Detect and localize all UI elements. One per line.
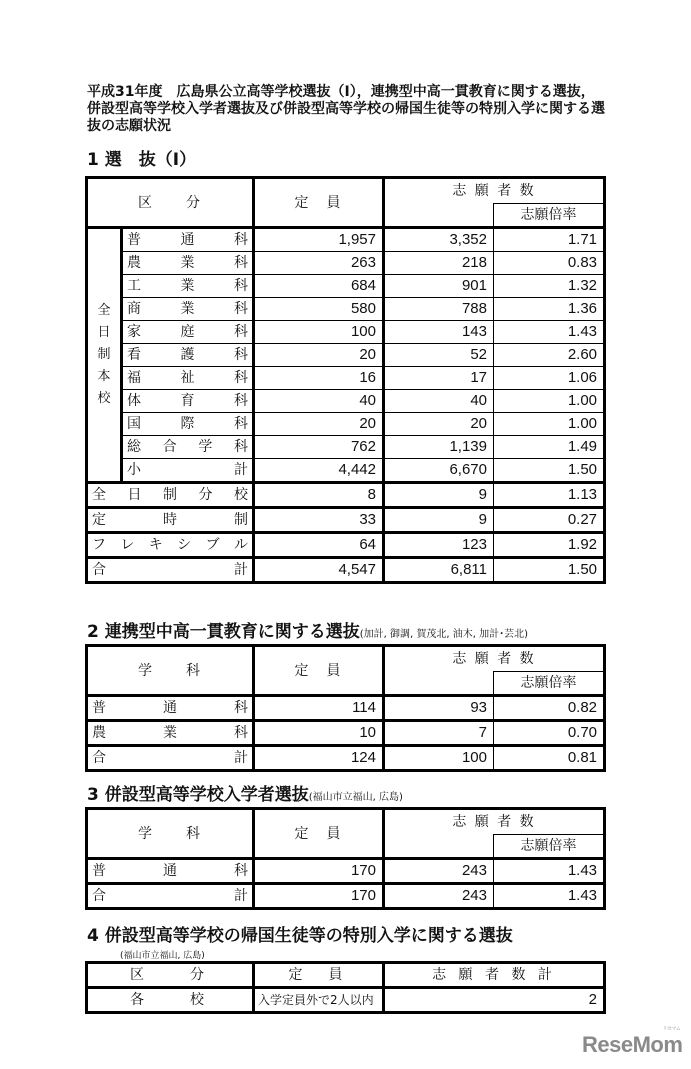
row-capacity: 20 — [254, 413, 384, 436]
row-label — [122, 344, 254, 367]
row-label — [87, 533, 254, 558]
table-row — [87, 746, 605, 771]
table-row — [87, 275, 605, 298]
header-applicants: 志 願 者 数 — [384, 646, 605, 672]
row-label-char: 総 — [127, 439, 141, 455]
row-applicants: 243 — [384, 859, 494, 884]
row-label-char: 普 — [127, 232, 141, 248]
section4-table — [85, 961, 606, 1014]
row-capacity: 100 — [254, 321, 384, 344]
row-applicants: 901 — [384, 275, 494, 298]
row-label-char: 科 — [233, 439, 248, 455]
row-label-char: 科 — [234, 301, 248, 317]
row-label — [87, 859, 254, 884]
row-label-char: 合 — [162, 439, 177, 455]
row-capacity: 33 — [254, 508, 384, 533]
row-ratio: 1.43 — [494, 859, 605, 884]
row-capacity: 762 — [254, 436, 384, 459]
table-row — [87, 367, 605, 390]
row-label-char: 計 — [234, 750, 248, 766]
row-label-char: 科 — [234, 700, 248, 716]
row-label — [122, 298, 254, 321]
row-label — [87, 558, 254, 583]
table-row — [87, 390, 605, 413]
row-ratio: 1.92 — [494, 533, 605, 558]
row-label — [122, 436, 254, 459]
table-row — [87, 413, 605, 436]
row-label-char: 際 — [180, 416, 195, 432]
header-blank — [384, 835, 494, 859]
row-ratio: 1.32 — [494, 275, 605, 298]
row-label-char: 校 — [234, 487, 248, 503]
row-capacity: 170 — [254, 884, 384, 909]
row-capacity: 20 — [254, 344, 384, 367]
section2-table — [85, 644, 606, 772]
section4-note: (福山市立福山, 広島) — [120, 951, 205, 961]
row-label-char: 看 — [127, 347, 141, 363]
row-label-char: 時 — [163, 512, 177, 528]
table-row — [87, 508, 605, 533]
table-row — [87, 436, 605, 459]
table-row — [87, 459, 605, 483]
row-label-char: 通 — [163, 863, 177, 879]
row-applicants: 123 — [384, 533, 494, 558]
section3-table — [85, 807, 606, 910]
row-label-char: 日 — [127, 487, 142, 503]
row-ratio: 1.36 — [494, 298, 605, 321]
row-label-char: 通 — [163, 700, 177, 716]
row-capacity: 580 — [254, 298, 384, 321]
row-label-char: 計 — [234, 562, 248, 578]
row-capacity: 114 — [254, 696, 384, 721]
table-row — [87, 884, 605, 909]
row-label — [87, 746, 254, 771]
header-applicants: 志 願 者 数 — [384, 809, 605, 835]
section2-body — [87, 696, 605, 771]
row-label-char: 業 — [180, 255, 195, 271]
row-label-char: 制 — [163, 487, 177, 503]
row-ratio: 2.60 — [494, 344, 605, 367]
row-label-char: 科 — [234, 278, 248, 294]
row-ratio: 1.71 — [494, 228, 605, 252]
table-row — [87, 321, 605, 344]
row-capacity: 4,442 — [254, 459, 384, 483]
row-label-char: 庭 — [180, 324, 195, 340]
row-label-char: ブ — [205, 537, 220, 553]
row-label-char: 通 — [180, 232, 195, 248]
row-label-char: フ — [92, 537, 106, 553]
row-ratio: 0.82 — [494, 696, 605, 721]
row-category: 各 校 — [87, 988, 254, 1013]
row-label-char: 工 — [127, 278, 141, 294]
section2-title-text: 2 連携型中高一貫教育に関する選抜 — [87, 622, 360, 642]
section3-note: (福山市立福山, 広島) — [308, 792, 403, 803]
row-label — [122, 321, 254, 344]
row-applicants: 788 — [384, 298, 494, 321]
header-capacity: 定 員 — [254, 809, 384, 859]
table-row — [87, 696, 605, 721]
row-label — [122, 413, 254, 436]
document-title: 平成31年度 広島県公立高等学校選抜（Ⅰ），連携型中高一貫教育に関する選抜，併設型高等学校入学者選抜及び併設型高等学校の帰国生徒等の特別入学に関する選抜の志願状況 — [87, 84, 605, 134]
section1-table — [85, 176, 606, 584]
row-applicants: 6,811 — [384, 558, 494, 583]
group-label-char: 校 — [97, 391, 111, 406]
logo-kana: リセマム — [662, 1026, 681, 1032]
row-label-char: ル — [233, 537, 248, 553]
row-label — [122, 367, 254, 390]
table-row — [87, 298, 605, 321]
group-label-char: 制 — [97, 347, 111, 362]
row-ratio: 1.06 — [494, 367, 605, 390]
row-label — [87, 884, 254, 909]
row-capacity: 8 — [254, 483, 384, 508]
row-label — [87, 721, 254, 746]
row-label-char: 普 — [92, 863, 106, 879]
row-label-char: 農 — [92, 725, 106, 741]
row-ratio: 1.49 — [494, 436, 605, 459]
table-row — [87, 721, 605, 746]
row-capacity: 4,547 — [254, 558, 384, 583]
row-capacity: 40 — [254, 390, 384, 413]
row-applicants: 3,352 — [384, 228, 494, 252]
row-ratio: 0.81 — [494, 746, 605, 771]
row-label-char: レ — [120, 537, 135, 553]
group-label-char: 本 — [97, 369, 111, 384]
row-applicants-total: 2 — [384, 988, 605, 1013]
row-label-char: 国 — [127, 416, 141, 432]
row-applicants: 93 — [384, 696, 494, 721]
row-label — [87, 696, 254, 721]
table-row — [87, 533, 605, 558]
row-label — [87, 508, 254, 533]
table-row — [87, 228, 605, 252]
row-capacity: 入学定員外で2人以内 — [254, 988, 384, 1013]
row-capacity: 170 — [254, 859, 384, 884]
row-label-char: 学 — [198, 439, 213, 455]
row-capacity: 16 — [254, 367, 384, 390]
row-label-char: 合 — [92, 888, 106, 904]
row-label — [122, 390, 254, 413]
section1-title: 1 選 抜（Ⅰ） — [87, 150, 197, 170]
row-label-char: 科 — [234, 370, 248, 386]
row-ratio: 0.70 — [494, 721, 605, 746]
row-applicants: 7 — [384, 721, 494, 746]
row-label-char: 定 — [92, 512, 106, 528]
row-ratio: 1.00 — [494, 413, 605, 436]
header-ratio: 志願倍率 — [494, 204, 605, 228]
row-label-char: 護 — [180, 347, 195, 363]
row-label-char: 普 — [92, 700, 106, 716]
header-category: 学 科 — [87, 646, 254, 696]
row-label-char: 小 — [127, 462, 141, 478]
row-applicants: 143 — [384, 321, 494, 344]
row-applicants: 9 — [384, 483, 494, 508]
header-ratio: 志願倍率 — [494, 672, 605, 696]
row-label — [122, 252, 254, 275]
row-applicants: 218 — [384, 252, 494, 275]
row-label-char: 科 — [234, 863, 248, 879]
group-label-zennichisei-honkou — [87, 228, 122, 483]
header-category: 学 科 — [87, 809, 254, 859]
row-label-char: 計 — [234, 462, 248, 478]
row-applicants: 243 — [384, 884, 494, 909]
row-label — [122, 275, 254, 298]
header-capacity: 定 員 — [254, 646, 384, 696]
row-label-char: 科 — [234, 255, 248, 271]
header-category: 区 分 — [87, 963, 254, 988]
row-applicants: 100 — [384, 746, 494, 771]
row-capacity: 10 — [254, 721, 384, 746]
header-blank — [384, 204, 494, 228]
row-ratio: 1.13 — [494, 483, 605, 508]
row-label-char: 全 — [92, 487, 106, 503]
table-row — [87, 252, 605, 275]
section4-title: 4 併設型高等学校の帰国生徒等の特別入学に関する選抜 — [87, 926, 513, 946]
row-label-char: キ — [148, 537, 163, 553]
row-label-char: 科 — [234, 725, 248, 741]
row-label — [87, 483, 254, 508]
row-applicants: 20 — [384, 413, 494, 436]
table-row — [87, 859, 605, 884]
table-row — [87, 558, 605, 583]
row-label-char: 業 — [163, 725, 177, 741]
header-ratio: 志願倍率 — [494, 835, 605, 859]
row-ratio: 1.43 — [494, 321, 605, 344]
logo-text: ReseMom — [582, 1032, 683, 1057]
row-applicants: 1,139 — [384, 436, 494, 459]
group-label-char: 全 — [97, 303, 111, 318]
section3-title — [87, 785, 403, 808]
row-label-char: 福 — [127, 370, 141, 386]
header-applicants: 志 願 者 数 — [384, 178, 605, 204]
row-ratio: 1.50 — [494, 558, 605, 583]
row-capacity: 684 — [254, 275, 384, 298]
row-applicants: 40 — [384, 390, 494, 413]
row-applicants: 52 — [384, 344, 494, 367]
row-label-char: 科 — [234, 324, 248, 340]
row-label — [122, 459, 254, 483]
row-label-char: 合 — [92, 750, 106, 766]
row-label-char: 科 — [234, 232, 248, 248]
row-label-char: 農 — [127, 255, 141, 271]
row-applicants: 9 — [384, 508, 494, 533]
row-label-char: 計 — [234, 888, 248, 904]
header-category: 区 分 — [87, 178, 254, 228]
row-label-char: 分 — [198, 487, 213, 503]
section1-group-body — [87, 228, 605, 483]
table-row — [87, 988, 605, 1013]
row-label-char: 科 — [234, 393, 248, 409]
row-ratio: 1.50 — [494, 459, 605, 483]
row-label — [122, 228, 254, 252]
header-blank — [384, 672, 494, 696]
resemom-logo — [582, 1026, 683, 1058]
row-capacity: 64 — [254, 533, 384, 558]
row-capacity: 263 — [254, 252, 384, 275]
header-applicants-total: 志 願 者 数 計 — [384, 963, 605, 988]
section3-body — [87, 859, 605, 909]
row-label-char: 家 — [127, 324, 141, 340]
section1-other-body — [87, 483, 605, 583]
row-applicants: 17 — [384, 367, 494, 390]
row-capacity: 124 — [254, 746, 384, 771]
row-label-char: 科 — [234, 347, 248, 363]
row-label-char: 合 — [92, 562, 106, 578]
row-label-char: シ — [177, 537, 192, 553]
row-capacity: 1,957 — [254, 228, 384, 252]
row-ratio: 0.83 — [494, 252, 605, 275]
row-label-char: 業 — [180, 301, 195, 317]
header-capacity: 定 員 — [254, 963, 384, 988]
section2-note: (加計, 御調, 賀茂北, 油木, 加計･芸北) — [359, 629, 528, 640]
table-row — [87, 344, 605, 367]
row-label-char: 科 — [234, 416, 248, 432]
row-label-char: 祉 — [180, 370, 195, 386]
row-ratio: 0.27 — [494, 508, 605, 533]
header-capacity: 定 員 — [254, 178, 384, 228]
row-applicants: 6,670 — [384, 459, 494, 483]
group-label-char: 日 — [97, 325, 111, 340]
table-row — [87, 483, 605, 508]
row-label-char: 体 — [127, 393, 141, 409]
row-label-char: 制 — [234, 512, 248, 528]
section2-title — [87, 622, 528, 645]
row-label-char: 業 — [180, 278, 195, 294]
row-label-char: 育 — [180, 393, 195, 409]
row-ratio: 1.43 — [494, 884, 605, 909]
row-label-char: 商 — [127, 301, 141, 317]
row-ratio: 1.00 — [494, 390, 605, 413]
section3-title-text: 3 併設型高等学校入学者選抜 — [87, 785, 309, 805]
